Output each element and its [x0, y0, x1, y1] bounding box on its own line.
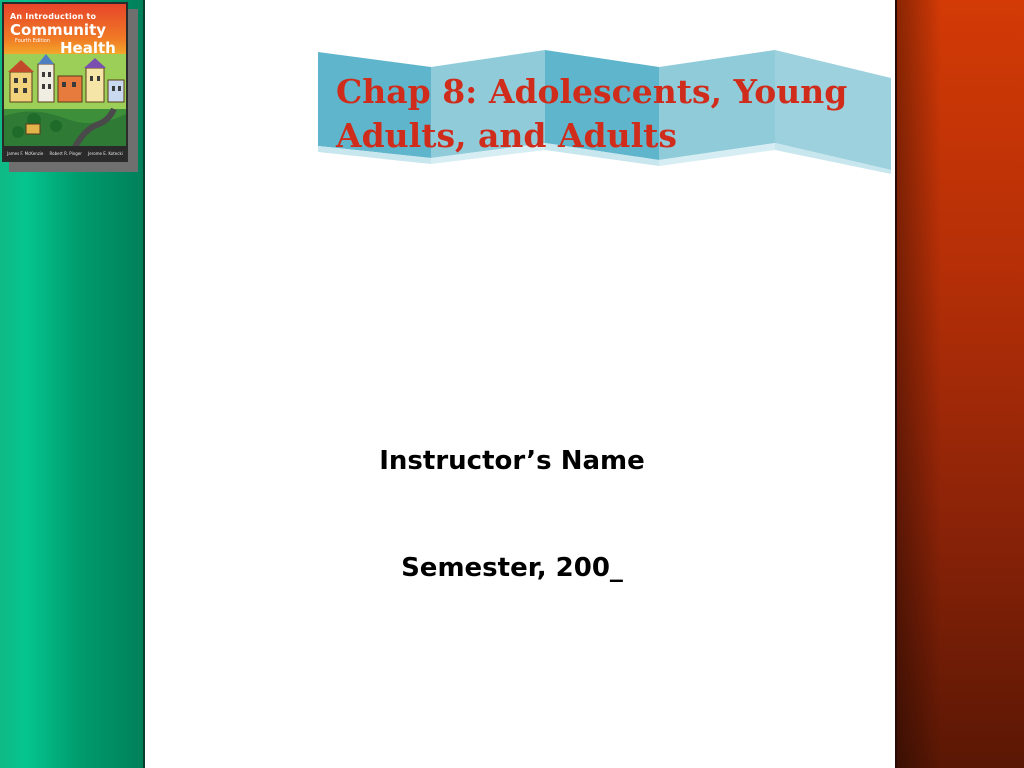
book-edition: Fourth Edition	[15, 38, 50, 44]
book-author-3: Jerome E. Kotecki	[88, 150, 123, 156]
book-title-line1: An Introduction to	[10, 12, 97, 21]
book-author-2: Robert R. Pinger	[49, 150, 82, 156]
slide-title: Chap 8: Adolescents, Young Adults, and Adults	[336, 72, 848, 155]
instructor-name: Instructor’s Name	[379, 446, 645, 476]
semester-text: Semester, 200_	[401, 553, 623, 583]
book-author-1: James F. McKenzie	[7, 150, 44, 156]
book-title-line2: Community	[10, 21, 107, 39]
book-title-line3: Health	[60, 39, 116, 57]
book-authors	[4, 146, 126, 160]
book-cover-image	[2, 2, 128, 162]
right-red-bar	[895, 0, 1024, 768]
book-cover-illustration	[4, 54, 126, 149]
